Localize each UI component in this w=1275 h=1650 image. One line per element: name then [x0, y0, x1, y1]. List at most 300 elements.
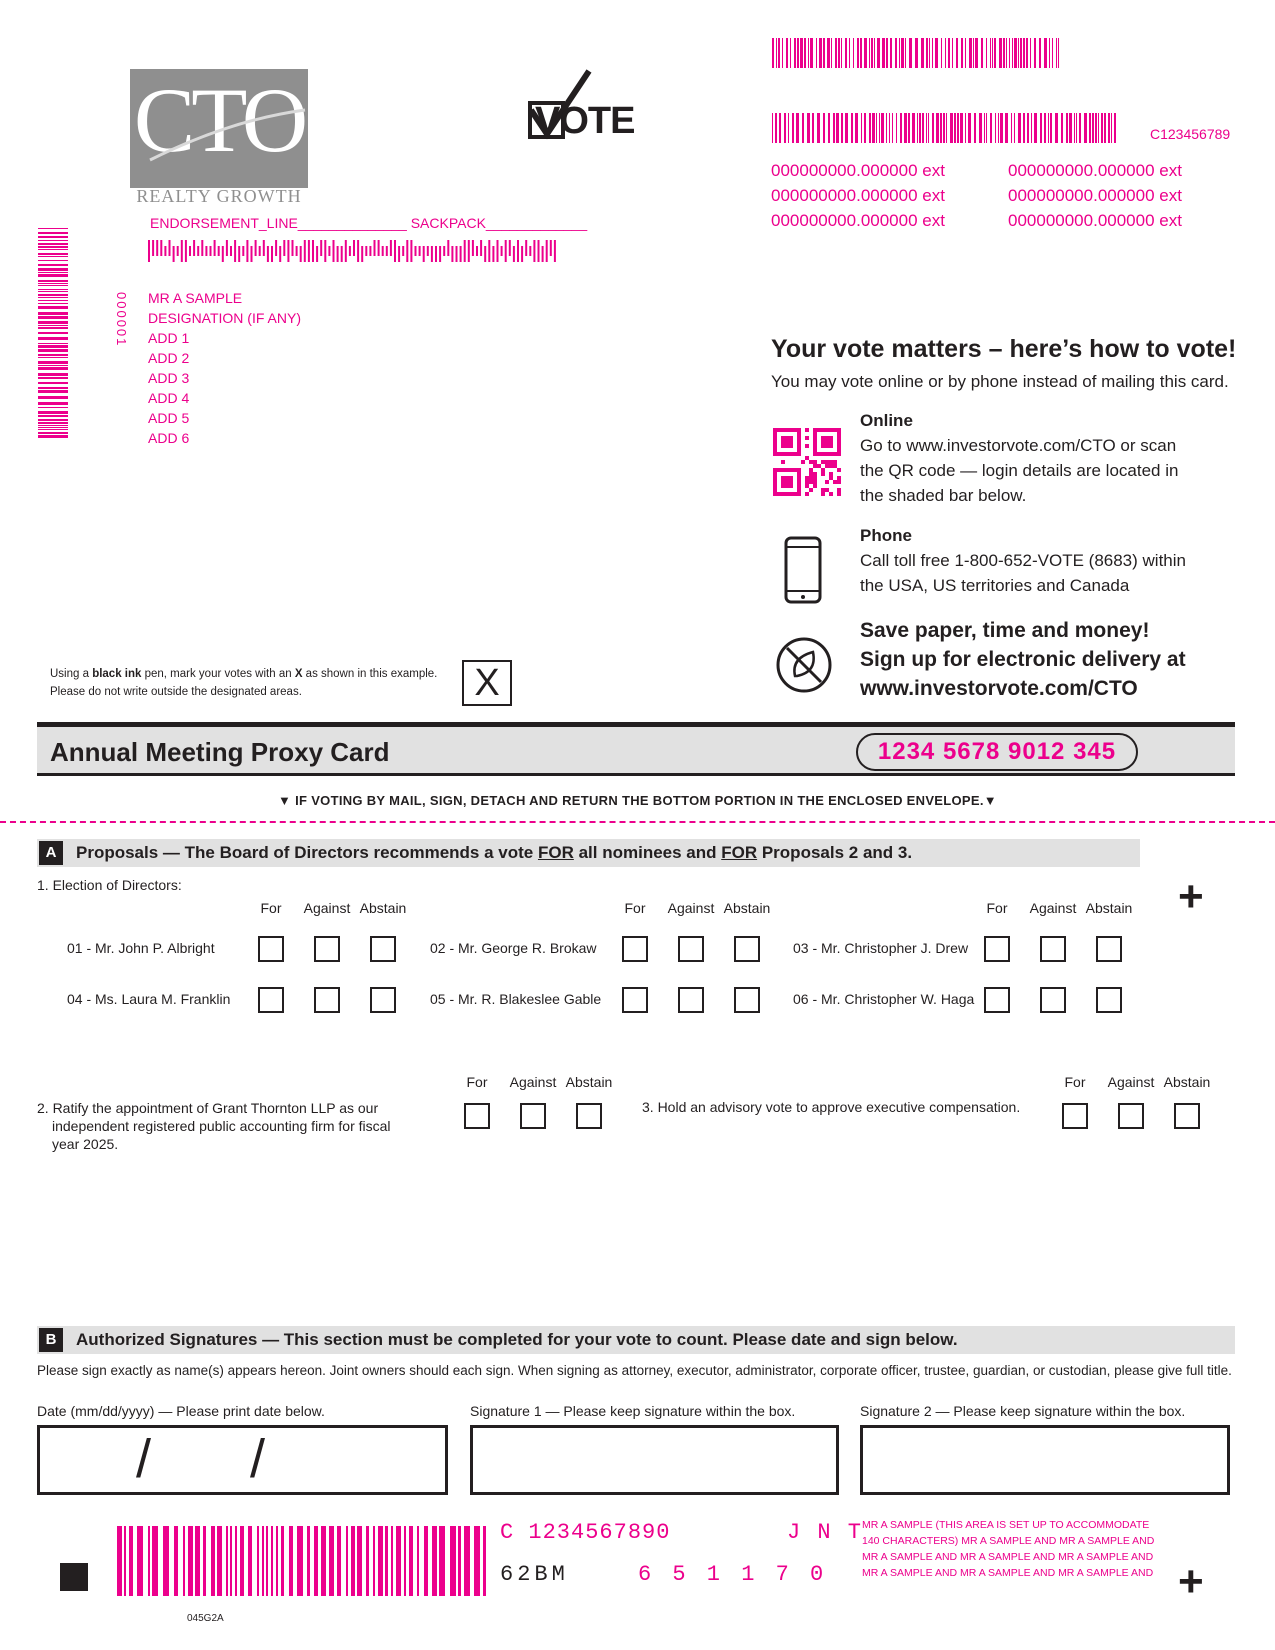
barcode-bar — [901, 38, 904, 68]
vote-checkbox-abstain[interactable] — [734, 936, 760, 962]
barcode-bar — [899, 38, 900, 68]
barcode-bar — [38, 268, 68, 271]
column-header-abstain: Abstain — [1163, 1074, 1211, 1090]
barcode-bar — [443, 246, 445, 256]
vote-checkbox-for[interactable] — [258, 987, 284, 1013]
form-code: 045G2A — [187, 1613, 224, 1624]
barcode-bar — [333, 240, 335, 262]
barcode-bar — [181, 240, 183, 262]
barcode-bar — [484, 246, 486, 262]
barcode-bar — [38, 294, 68, 296]
barcode-bar — [169, 240, 171, 256]
barcode-bar — [38, 382, 68, 384]
barcode-bar — [174, 1526, 178, 1596]
barcode-bar — [492, 246, 494, 262]
barcode-bar — [1066, 113, 1068, 143]
barcode-bar — [266, 1526, 268, 1596]
phone-icon — [783, 535, 823, 605]
vote-checkbox-for[interactable] — [622, 936, 648, 962]
election-label: 1. Election of Directors: — [37, 877, 182, 893]
barcode-bar — [845, 113, 848, 143]
barcode-bar — [999, 38, 1002, 68]
barcode-bar — [38, 365, 68, 366]
vote-checkbox-abstain[interactable] — [576, 1103, 602, 1129]
barcode-bar — [38, 411, 68, 414]
barcode-bar — [984, 113, 985, 143]
barcode-bar — [271, 246, 273, 262]
barcode-bar — [474, 1526, 480, 1596]
barcode-bar — [948, 38, 950, 68]
barcode-bar — [1011, 113, 1012, 143]
barcode-bar — [163, 1526, 169, 1596]
barcode-bar — [919, 113, 921, 143]
barcode-bar — [38, 260, 68, 261]
column-header-abstain: Abstain — [359, 900, 407, 916]
barcode-bar — [990, 113, 992, 143]
barcode-bar — [796, 113, 799, 143]
proxy-card-title: Annual Meeting Proxy Card — [50, 737, 390, 767]
barcode-bar — [941, 38, 942, 68]
barcode-bar — [1092, 113, 1094, 143]
barcode-bar — [300, 246, 302, 262]
signature-1-box[interactable] — [470, 1425, 839, 1495]
vertical-barcode — [38, 228, 68, 440]
barcode-bar — [337, 1526, 341, 1596]
nominee-name: 01 - Mr. John P. Albright — [67, 940, 215, 956]
barcode-bar — [460, 246, 462, 262]
barcode-bar — [909, 38, 912, 68]
column-header-against: Against — [1029, 900, 1077, 916]
barcode-bar — [1034, 113, 1037, 143]
barcode-bar — [38, 361, 68, 364]
column-header-for: For — [260, 900, 282, 916]
barcode-bar — [542, 246, 544, 262]
nominee-name: 04 - Ms. Laura M. Franklin — [67, 991, 231, 1007]
barcode-bar — [788, 113, 789, 143]
phone-instruction-line: Call toll free 1-800-652-VOTE (8683) within — [860, 551, 1186, 570]
footer-code-1: C 1234567890 — [500, 1520, 671, 1545]
barcode-bar — [969, 38, 972, 68]
barcode-bar — [38, 272, 68, 273]
barcode-bar — [869, 38, 870, 68]
barcode-bar — [505, 240, 507, 262]
barcode-bar — [38, 387, 68, 389]
barcode-bar — [276, 1526, 278, 1596]
barcode-bar — [195, 1526, 200, 1596]
barcode-bar — [314, 1526, 318, 1596]
barcode-bar — [838, 38, 840, 68]
vote-checkbox-for[interactable] — [464, 1103, 490, 1129]
barcode-bar — [185, 240, 187, 262]
column-header-against: Against — [509, 1074, 557, 1090]
barcode-bar — [1056, 38, 1057, 68]
eco-leaf-icon — [775, 636, 833, 694]
barcode-bar — [373, 1526, 375, 1596]
registration-plus-mark: + — [1178, 872, 1204, 921]
barcode-bar — [1089, 113, 1091, 143]
proposal-2-text — [37, 1099, 391, 1153]
barcode-bar — [853, 38, 854, 68]
vote-checkbox-abstain[interactable] — [370, 936, 396, 962]
nominee-name: 03 - Mr. Christopher J. Drew — [793, 940, 969, 956]
barcode-bar — [981, 38, 983, 68]
barcode-bar — [230, 1526, 232, 1596]
barcode-bar — [38, 274, 68, 277]
banner-bottom-rule — [37, 773, 1235, 776]
barcode-bar — [38, 354, 68, 356]
barcode-bar — [896, 113, 897, 143]
barcode-bar — [152, 1526, 158, 1596]
barcode-bar — [876, 113, 877, 143]
column-header-for: For — [986, 900, 1008, 916]
barcode-bar — [932, 38, 933, 68]
barcode-bar — [1108, 113, 1110, 143]
barcode-bar — [246, 240, 248, 262]
barcode-bar — [365, 246, 367, 256]
barcode-bar — [378, 240, 380, 256]
footer-sample-text — [862, 1517, 1154, 1581]
vote-checkbox-abstain[interactable] — [734, 987, 760, 1013]
barcode-bar — [994, 38, 996, 68]
date-input-box[interactable] — [37, 1425, 448, 1495]
barcode-bar — [1044, 113, 1046, 143]
barcode-bar — [38, 289, 68, 290]
barcode-bar — [779, 113, 781, 143]
barcode-bar — [928, 113, 929, 143]
online-instructions — [860, 433, 1178, 508]
barcode-bar — [1104, 113, 1106, 143]
barcode-bar — [390, 240, 392, 256]
barcode-bar — [38, 345, 68, 348]
barcode-bar — [529, 246, 531, 256]
barcode-bar — [398, 246, 400, 262]
barcode-bar — [164, 246, 166, 256]
barcode-bar — [240, 1526, 244, 1596]
address-line: ADD 4 — [148, 390, 190, 406]
vote-checkbox-against[interactable] — [678, 987, 704, 1013]
barcode-bar — [366, 1526, 369, 1596]
barcode-bar — [879, 113, 880, 143]
vote-checkbox-for[interactable] — [258, 936, 284, 962]
barcode-bar — [782, 38, 783, 68]
barcode-bar — [554, 240, 556, 262]
sample-text-line: MR A SAMPLE AND MR A SAMPLE AND MR A SAMPLE AND — [862, 1551, 1154, 1563]
barcode-bar — [1101, 113, 1103, 143]
barcode-bar — [974, 113, 976, 143]
barcode-bar — [952, 38, 953, 68]
section-b-letter: B — [39, 1328, 63, 1352]
sample-text-line: MR A SAMPLE AND MR A SAMPLE AND MR A SAMPLE AND — [862, 1567, 1154, 1579]
barcode-bar — [790, 38, 791, 68]
barcode-bar — [226, 1526, 228, 1596]
barcode-bar — [38, 432, 68, 434]
barcode-bar — [973, 38, 974, 68]
barcode-bar — [1023, 113, 1025, 143]
postal-barcode — [148, 240, 568, 262]
barcode-bar — [1009, 38, 1010, 68]
nominee-name: 06 - Mr. Christopher W. Haga — [793, 991, 975, 1007]
barcode-bar — [129, 1526, 133, 1596]
barcode-bar — [369, 246, 371, 256]
barcode-bar — [979, 113, 982, 143]
phone-instruction-line: the USA, US territories and Canada — [860, 576, 1130, 595]
barcode-bar — [255, 240, 257, 256]
barcode-bar — [961, 38, 963, 68]
barcode-bar — [281, 1526, 284, 1596]
barcode-bar — [864, 113, 866, 143]
barcode-bar — [38, 325, 68, 326]
barcode-bar — [267, 246, 269, 262]
barcode-bar — [932, 113, 934, 143]
mailing-address — [148, 288, 301, 448]
example-mark-box — [462, 660, 512, 706]
barcode-bar — [38, 402, 68, 405]
barcode-bar — [538, 240, 540, 262]
barcode-bar — [1012, 38, 1013, 68]
barcode-bar — [1098, 113, 1099, 143]
barcode-bar — [38, 377, 68, 379]
barcode-bar — [915, 38, 918, 68]
vote-checkbox-against[interactable] — [1040, 987, 1066, 1013]
barcode-bar — [968, 113, 971, 143]
barcode-bar — [38, 327, 68, 329]
barcode-bar — [871, 38, 873, 68]
barcode-bar — [38, 285, 68, 286]
barcode-bar — [1034, 38, 1036, 68]
barcode-bar — [841, 113, 843, 143]
barcode-bar — [946, 113, 947, 143]
sample-text-line: 140 CHARACTERS) MR A SAMPLE AND MR A SAMPLE AND — [862, 1535, 1155, 1547]
barcode-bar — [329, 1526, 334, 1596]
column-header-against: Against — [667, 900, 715, 916]
ext-code: 000000000.000000 ext — [771, 161, 945, 180]
barcode-bar — [292, 240, 294, 256]
barcode-bar — [808, 38, 809, 68]
barcode-bar — [929, 38, 930, 68]
barcode-bar — [886, 38, 888, 68]
barcode-bar — [517, 240, 519, 262]
barcode-bar — [257, 1526, 259, 1596]
logo-swoosh — [140, 100, 310, 170]
ext-code: 000000000.000000 ext — [771, 211, 945, 230]
barcode-bar — [877, 38, 880, 68]
barcode-bar — [816, 38, 817, 68]
barcode-bar — [1069, 113, 1072, 143]
barcode-bar — [521, 246, 523, 262]
barcode-bar — [1014, 113, 1015, 143]
barcode-bar — [419, 246, 421, 256]
barcode-bar — [464, 1526, 470, 1596]
barcode-bar — [794, 38, 796, 68]
control-number: 1234 5678 9012 345 — [856, 733, 1138, 771]
barcode-bar — [823, 113, 825, 143]
barcode-bar — [975, 38, 978, 68]
barcode-bar — [509, 240, 511, 256]
barcode-bar — [960, 113, 963, 143]
barcode-bar — [882, 38, 885, 68]
barcode-bar — [943, 113, 945, 143]
barcode-bar — [464, 240, 466, 262]
barcode-bar — [1039, 38, 1041, 68]
barcode-bar — [472, 240, 474, 256]
promo-line: www.investorvote.com/CTO — [860, 677, 1138, 700]
barcode-bar — [197, 246, 199, 256]
barcode-bar — [328, 246, 330, 256]
barcode-bar — [1005, 113, 1008, 143]
barcode-bar — [1027, 113, 1029, 143]
barcode-bar — [394, 240, 396, 262]
barcode-bar — [1006, 38, 1007, 68]
barcode-bar — [1014, 38, 1017, 68]
vote-checkbox-against[interactable] — [678, 936, 704, 962]
column-header-abstain: Abstain — [565, 1074, 613, 1090]
barcode-bar — [324, 240, 326, 262]
barcode-bar — [1050, 113, 1052, 143]
barcode-bar — [287, 240, 289, 262]
barcode-bar — [845, 38, 847, 68]
barcode-bar — [308, 240, 310, 262]
barcode-bar — [1061, 113, 1063, 143]
sample-text-line: MR A SAMPLE (THIS AREA IS SET UP TO ACCOMMODATE — [862, 1519, 1150, 1531]
vote-checkbox-abstain[interactable] — [1096, 987, 1122, 1013]
vote-checkbox-for[interactable] — [984, 987, 1010, 1013]
barcode-bar — [889, 113, 890, 143]
barcode-bar — [38, 343, 68, 344]
barcode-bar — [38, 236, 68, 238]
barcode-bar — [861, 113, 862, 143]
barcode-bar — [248, 1526, 252, 1596]
barcode-bar — [205, 246, 207, 256]
barcode-bar — [374, 240, 376, 256]
barcode-bar — [203, 1526, 206, 1596]
barcode-bar — [386, 246, 388, 256]
vote-checkbox-abstain[interactable] — [370, 987, 396, 1013]
barcode-bar — [860, 38, 862, 68]
barcode-bar — [235, 1526, 237, 1596]
barcode-bar — [533, 240, 535, 262]
barcode-bar — [778, 38, 780, 68]
vote-checkbox-for[interactable] — [622, 987, 648, 1013]
detach-line — [0, 821, 1275, 823]
vote-checkbox-against[interactable] — [1040, 936, 1066, 962]
online-instruction-line: the shaded bar below. — [860, 486, 1027, 505]
barcode-bar — [881, 113, 884, 143]
barcode-bar — [217, 1526, 222, 1596]
barcode-bar — [995, 113, 996, 143]
ext-code: 000000000.000000 ext — [1008, 161, 1182, 180]
barcode-bar — [296, 246, 298, 256]
barcode-bar — [497, 240, 499, 262]
nominee-name: 05 - Mr. R. Blakeslee Gable — [430, 991, 602, 1007]
barcode-bar — [137, 1526, 143, 1596]
barcode-bar — [38, 321, 68, 324]
section-b-title: Authorized Signatures — This section must be completed for your vote to count. Please date and sign below. — [76, 1330, 958, 1349]
barcode-bar — [38, 367, 68, 370]
barcode-bar — [772, 38, 774, 68]
barcode-bar — [1003, 38, 1005, 68]
barcode-bar — [1052, 38, 1053, 68]
barcode-bar — [234, 240, 236, 262]
barcode-bar — [823, 38, 825, 68]
barcode-bar — [812, 113, 814, 143]
barcode-bar — [38, 422, 68, 424]
barcode-bar — [992, 38, 993, 68]
barcode-bar — [417, 1526, 419, 1596]
barcode-bar — [546, 240, 548, 262]
barcode-bar — [836, 113, 839, 143]
barcode-bar — [38, 429, 68, 430]
barcode-bar — [156, 240, 158, 256]
ext-code: 000000000.000000 ext — [1008, 186, 1182, 205]
barcode-bar — [940, 113, 942, 143]
barcode-bar — [476, 246, 478, 256]
address-line: ADD 2 — [148, 350, 190, 366]
nominee-name: 02 - Mr. George R. Brokaw — [430, 940, 597, 956]
barcode-bar — [912, 113, 915, 143]
barcode-bar — [965, 113, 966, 143]
barcode-bar — [183, 1526, 185, 1596]
barcode-bar — [38, 280, 68, 282]
barcode-bar — [38, 249, 68, 250]
barcode-bar — [926, 113, 927, 143]
barcode-bar — [226, 240, 228, 256]
barcode-bar — [1020, 38, 1022, 68]
signature-2-box[interactable] — [860, 1425, 1230, 1495]
howto-title: Your vote matters – here’s how to vote! — [771, 335, 1237, 363]
phone-title: Phone — [860, 526, 912, 545]
barcode-bar — [357, 1526, 362, 1596]
barcode-bar — [922, 113, 924, 143]
address-line: ADD 5 — [148, 410, 190, 426]
barcode-bar — [874, 38, 875, 68]
barcode-bar — [38, 256, 68, 257]
barcode-bar — [38, 297, 68, 298]
vote-checkbox-for[interactable] — [1062, 1103, 1088, 1129]
barcode-bar — [1074, 113, 1075, 143]
ext-code: 000000000.000000 ext — [771, 186, 945, 205]
vote-checkbox-against[interactable] — [314, 936, 340, 962]
barcode-bar — [423, 246, 425, 262]
vote-checkbox-for[interactable] — [984, 936, 1010, 962]
barcode-bar — [936, 113, 939, 143]
barcode-bar — [965, 38, 966, 68]
vote-checkbox-abstain[interactable] — [1096, 936, 1122, 962]
vote-checkbox-against[interactable] — [520, 1103, 546, 1129]
barcode-bar — [831, 38, 832, 68]
proposal-2-line: year 2025. — [52, 1136, 119, 1152]
endorsement-line: ENDORSEMENT_LINE______________ SACKPACK_____________ — [150, 215, 588, 231]
barcode-bar — [857, 38, 859, 68]
barcode-bar — [1000, 113, 1003, 143]
barcode-bar — [402, 246, 404, 256]
barcode-bar — [337, 246, 339, 262]
vote-checkbox-against[interactable] — [1118, 1103, 1144, 1129]
barcode-bar — [990, 38, 991, 68]
vote-checkbox-abstain[interactable] — [1174, 1103, 1200, 1129]
proposal-3-text: 3. Hold an advisory vote to approve executive compensation. — [642, 1099, 1021, 1115]
barcode-bar — [435, 246, 437, 262]
online-instruction-line: Go to www.investorvote.com/CTO or scan — [860, 436, 1177, 455]
barcode-bar — [456, 246, 458, 262]
barcode-bar — [427, 246, 429, 256]
qr-code-icon[interactable] — [773, 428, 841, 496]
vote-checkbox-against[interactable] — [314, 987, 340, 1013]
barcode-bar — [776, 38, 777, 68]
howto-subtitle: You may vote online or by phone instead of mailing this card. — [771, 372, 1229, 391]
column-header-for: For — [1064, 1074, 1086, 1090]
barcode-bar — [148, 240, 150, 262]
barcode-bar — [772, 113, 773, 143]
